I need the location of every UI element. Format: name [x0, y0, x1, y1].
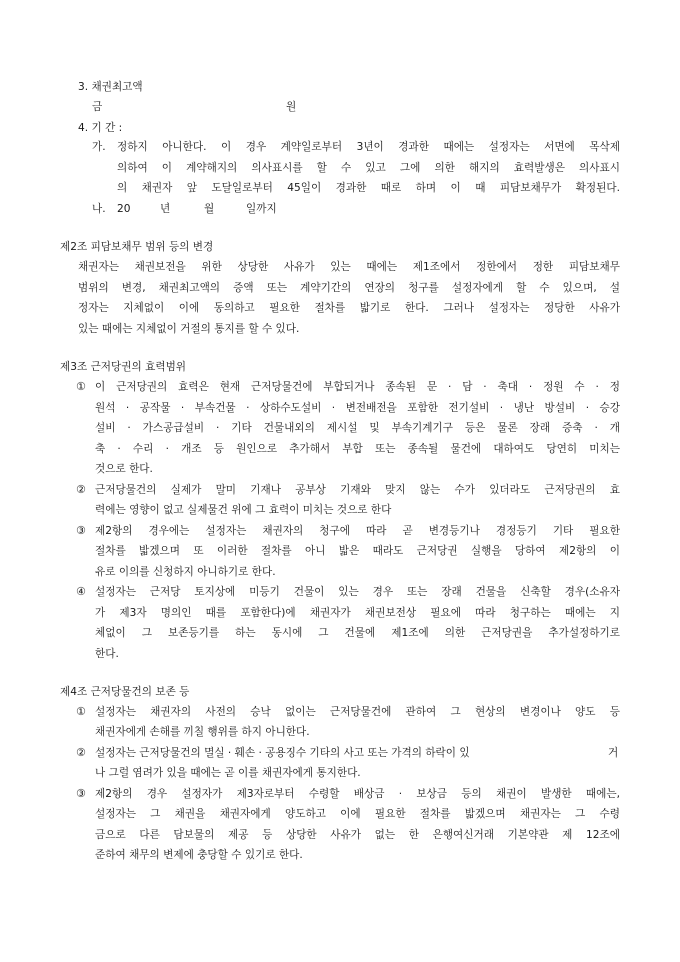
period-year-unit: 년 [160, 203, 171, 215]
article-3-marker-3: ③ [76, 524, 86, 537]
article-4-p1-line-2: 채권자에게 손해를 끼칠 행위를 하지 아니한다. [95, 726, 310, 738]
item-4-ga-line-1: 정하지 아니한다. 이 경우 계약일로부터 3년이 경과한 때에는 설정자는 서면에 목삭제 [117, 141, 620, 153]
article-3-p4-line-2: 가 제3자 명의인 때를 포함한다)에 채권자가 채권보전상 필요에 따라 청구하는 때에는 지 [95, 607, 620, 619]
article-3-marker-4: ④ [76, 585, 86, 598]
article-4-p2-line-1: 설정자는 근저당물건의 멸실 · 훼손 · 공용징수 기타의 사고 또는 가격의 하락이 있 [95, 747, 470, 759]
article-2-line-3: 정자는 지체없이 이에 동의하고 필요한 절차를 밟기로 한다. 그러나 설정자는 정당한 사유가 [78, 302, 620, 314]
article-4-p3-line-4: 준하여 채무의 변제에 충당할 수 있기로 한다. [95, 849, 303, 861]
article-3-marker-1: ① [76, 380, 86, 393]
article-3-p1-line-5: 것으로 한다. [95, 463, 153, 475]
article-3-p2-line-2: 력에는 영향이 없고 실제물건 위에 그 효력이 미치는 것으로 한다 [95, 504, 392, 516]
period-day-until: 일까지 [246, 203, 277, 215]
article-4-marker-3: ③ [76, 787, 86, 800]
article-2-line-1: 채권자는 채권보전을 위한 상당한 사유가 있는 때에는 제1조에서 정한에서 정한 피담보채무 [78, 261, 620, 273]
item-4-ga-line-3: 의 채권자 앞 도달일로부터 45일이 경과한 때로 하며 이 때 피담보채무가 확정된다. [117, 182, 620, 194]
article-4-p3-line-3: 금으로 다른 담보물의 제공 등 상당한 사유가 없는 한 은행여신거래 기본약관 제 12조에 [95, 829, 620, 841]
article-4-p3-line-2: 설정자는 그 채권을 채권자에게 양도하고 이에 필요한 절차를 밟겠으며 채권자는 그 수령 [95, 808, 620, 820]
article-3-heading: 제3조 근저당권의 효력범위 [60, 361, 187, 373]
article-4-p3-line-1: 제2항의 경우 설정자가 제3자로부터 수령할 배상금 · 보상금 등의 채권이 발생한 때에는, [95, 788, 620, 800]
article-3-marker-2: ② [76, 483, 86, 496]
item-4-title: 4. 기 간 : [78, 122, 123, 134]
article-3-p1-line-3: 설비 · 가스공급설비 · 기타 건물내외의 제시설 및 부속기계기구 등은 물론 장래 증축 · 개 [95, 422, 620, 434]
article-3-p3-line-1: 제2항의 경우에는 설정자는 채권자의 청구에 따라 곧 변경등기나 경정등기 기타 필요한 [95, 525, 620, 537]
article-4-p1-line-1: 설정자는 채권자의 사전의 승낙 없이는 근저당물건에 관하여 그 현상의 변경이나 양도 등 [95, 706, 620, 718]
item-3-title: 3. 채권최고액 [78, 81, 143, 93]
article-3-p1-line-4: 축 · 수리 · 개조 등 원인으로 추가해서 부합 또는 종속될 물건에 대하여도 당연히 미치는 [95, 443, 620, 455]
article-3-p4-line-1: 설정자는 근저당 토지상에 미등기 건물이 있는 경우 또는 장래 건물을 신축할 경우(소유자 [95, 586, 620, 598]
article-4-p2-line-2: 나 그럴 염려가 있을 때에는 곧 이를 채권자에게 통지한다. [95, 767, 361, 779]
period-year-prefix: 20 [117, 203, 131, 215]
item-4-na-marker: 나. [92, 203, 106, 215]
article-3-p2-line-1: 근저당물건의 실제가 말미 기재나 공부상 기재와 맞지 않는 수가 있더라도 근저당권의 효 [95, 484, 620, 496]
article-3-p3-line-2: 절차를 밟겠으며 또 이러한 절차를 아니 밟은 때라도 근저당권 실행을 당하여 제2항의 이 [95, 545, 620, 557]
article-3-p4-line-3: 체없이 그 보존등기를 하는 동시에 그 건물에 제1조에 의한 근저당권을 추가설정하기로 [95, 627, 620, 639]
amount-label: 금 [92, 101, 103, 113]
article-2-line-4: 있는 때에는 지체없이 거절의 통지를 할 수 있다. [78, 323, 300, 335]
item-4-ga-marker: 가. [92, 141, 106, 153]
article-3-p1-line-1: 이 근저당권의 효력은 현재 근저당물건에 부합되거나 종속된 문 · 담 · 축대 · 정원 수 · 정 [95, 381, 620, 393]
article-4-marker-1: ① [76, 705, 86, 718]
article-2-heading: 제2조 피담보채무 범위 등의 변경 [60, 241, 214, 253]
amount-unit: 원 [286, 101, 297, 113]
article-4-heading: 제4조 근저당물건의 보존 등 [60, 686, 190, 698]
article-3-p4-line-4: 한다. [95, 648, 119, 660]
period-month-unit: 월 [204, 203, 215, 215]
item-4-ga-line-2: 의하여 이 계약해지의 의사표시를 할 수 있고 그에 의한 해지의 효력발생은 의사표시 [117, 162, 620, 174]
article-3-p3-line-3: 유로 이의를 신청하지 아니하기로 한다. [95, 566, 276, 578]
article-4-marker-2: ② [76, 746, 86, 759]
article-2-line-2: 범위의 변경, 채권최고액의 증액 또는 계약기간의 연장의 청구를 설정자에게 할 수 있으며, 설 [78, 282, 620, 294]
article-3-p1-line-2: 원석 · 공작물 · 부속건물 · 상하수도설비 · 변전배전을 포함한 전기설비 · 냉난 방설비 · 승강 [95, 402, 620, 414]
article-4-p2-line-1-tail: 거 [608, 747, 619, 759]
